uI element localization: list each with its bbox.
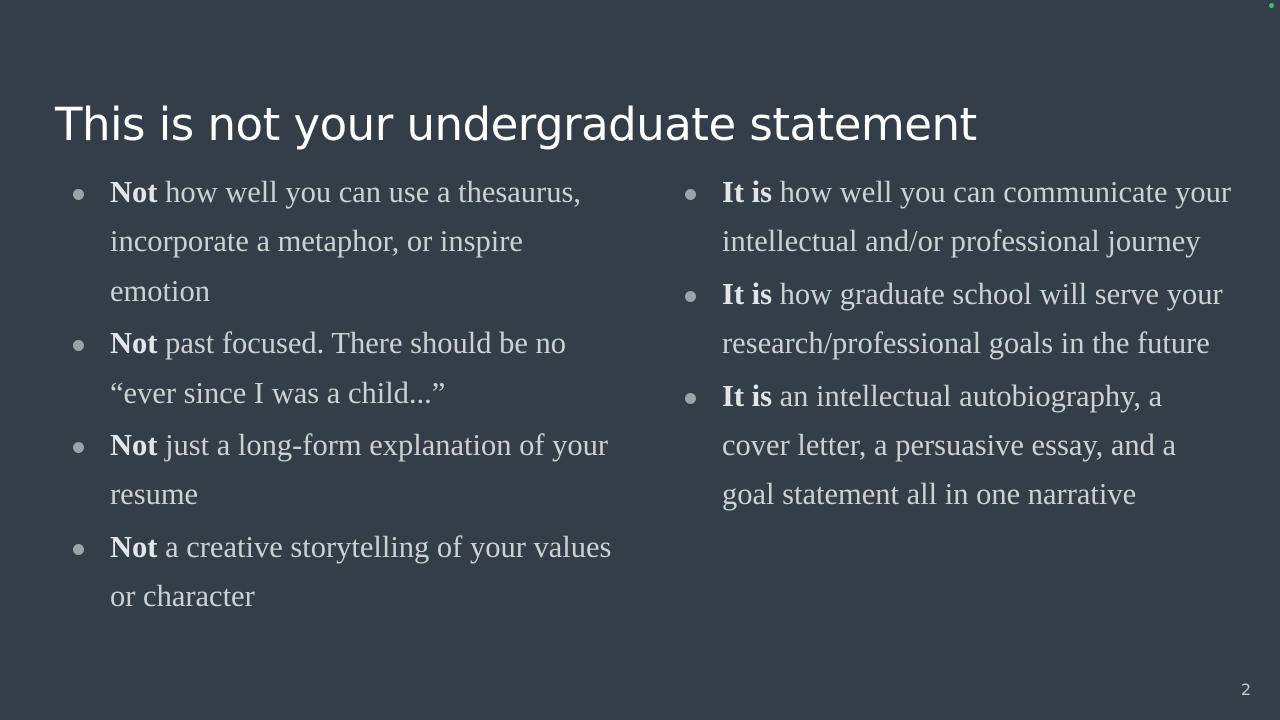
bullet-text: how graduate school will serve your research/professional goals in the future <box>722 276 1223 361</box>
bullet-lead: Not <box>110 175 158 209</box>
bullet-dot-icon <box>73 442 84 453</box>
bullet-lead: Not <box>110 428 158 463</box>
list-item <box>55 168 623 316</box>
bullet-lead: Not <box>110 529 158 564</box>
bullet-dot-icon <box>73 340 84 351</box>
list-item <box>55 523 623 622</box>
list-item <box>667 270 1235 369</box>
bullet-text: a creative storytelling of your values or character <box>110 529 612 614</box>
bullet-list-left <box>55 168 623 622</box>
bullet-dot-icon <box>685 189 696 200</box>
bullet-text: past focused. There should be no “ever since I was a child...” <box>110 326 566 410</box>
bullet-text: an intellectual autobiography, a cover letter, a persuasive essay, and a goal statement all in one narrative <box>722 378 1177 512</box>
page-number: 2 <box>1240 680 1251 699</box>
bullet-text: how well you can use a thesaurus, incorporate a metaphor, or inspire emotion <box>110 175 581 308</box>
list-item <box>667 168 1235 267</box>
bullet-dot-icon <box>685 393 696 404</box>
bullet-lead: It is <box>722 378 772 413</box>
list-item <box>55 319 623 418</box>
recording-indicator-dot <box>1269 3 1274 8</box>
bullet-lead: Not <box>110 326 158 361</box>
slide-body-columns <box>55 168 1235 625</box>
bullet-dot-icon <box>73 544 84 555</box>
bullet-column-left <box>55 168 623 625</box>
bullet-lead: It is <box>722 276 772 311</box>
bullet-list-right <box>667 168 1235 520</box>
bullet-column-right <box>667 168 1235 625</box>
bullet-dot-icon <box>73 189 84 200</box>
list-item <box>667 372 1235 520</box>
bullet-text: how well you can communicate your intellectual and/or professional journey <box>722 175 1232 259</box>
page-title: This is not your undergraduate statement <box>55 98 977 152</box>
list-item <box>55 421 623 520</box>
bullet-lead: It is <box>722 175 772 209</box>
bullet-dot-icon <box>685 291 696 302</box>
bullet-text: just a long-form explanation of your resume <box>110 428 609 512</box>
